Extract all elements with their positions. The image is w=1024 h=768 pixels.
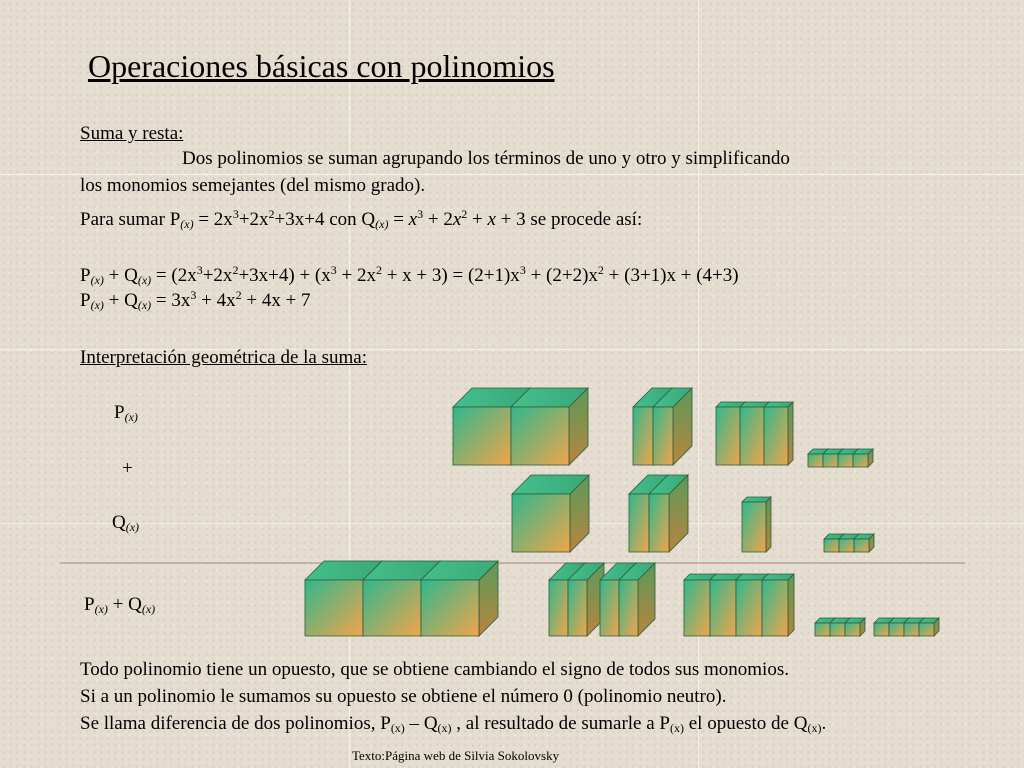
intro-line-1: Dos polinomios se suman agrupando los términos de uno y otro y simplificando (182, 148, 790, 169)
x-squared-block-front (633, 407, 653, 465)
x-rod-block-front (710, 580, 736, 636)
unit-block-front (904, 623, 919, 636)
x-rod-block-side (788, 402, 793, 465)
label-plus: + (122, 458, 133, 479)
closing-line-2: Si a un polinomio le sumamos su opuesto se obtiene el número 0 (polinomio neutro). (80, 686, 727, 707)
x-rod-block-side (766, 497, 771, 552)
unit-block-front (889, 623, 904, 636)
x-rod-block-front (742, 502, 766, 552)
x-squared-block-front (619, 580, 638, 636)
x-squared-block-front (549, 580, 568, 636)
intro-line-2: los monomios semejantes (del mismo grado). (80, 175, 426, 196)
x-rod-block-top (742, 497, 771, 502)
x-squared-block-front (600, 580, 619, 636)
unit-block-front (839, 539, 854, 552)
unit-block-front (830, 623, 845, 636)
x-rod-block-front (740, 407, 764, 465)
x-squared-block-front (629, 494, 649, 552)
x-squared-block-front (653, 407, 673, 465)
equation-sum-result: $P_{(x)} + Q_{(x)} = 3x^3 + 4x^2 + 4x + 7$ (80, 288, 311, 312)
unit-block-front (874, 623, 889, 636)
x-rod-block-top (762, 574, 794, 580)
x-cube-block-front (512, 494, 570, 552)
unit-block-front (823, 454, 838, 467)
unit-block-front (808, 454, 823, 467)
x-cube-block-front (363, 580, 421, 636)
suma-heading: Suma y resta: (80, 123, 184, 144)
x-rod-block-front (762, 580, 788, 636)
equation-sum-expanded: $P_{(x)} + Q_{(x)} = (2x^3+2x^2+3x+4) + (x^3 + 2x^2 + x + 3) = (2+1)x^3 + (2+2)x^2 + (3+1)x + (4+3)$ (80, 263, 739, 287)
x-rod-block-front (684, 580, 710, 636)
x-cube-block-front (453, 407, 511, 465)
para-sumar-line: Para sumar $P_{(x)} = 2x^3+2x^2+3x+4$ con $Q_{(x)} = x^3 + 2x^2 + x + 3$ se procede así: (80, 207, 643, 231)
geometric-heading: Interpretación geométrica de la suma: (80, 347, 367, 368)
unit-block-front (838, 454, 853, 467)
unit-block-front (815, 623, 830, 636)
closing-line-3: Se llama diferencia de dos polinomios, $P_{(x)} - Q_{(x)}$ , al resultado de sumarle a $P_{(x)}$ el opuesto de $Q_{(x)}$. (80, 713, 827, 735)
x-cube-block-front (511, 407, 569, 465)
x-rod-block-side (788, 574, 794, 636)
x-rod-block-top (764, 402, 793, 407)
x-squared-block-front (649, 494, 669, 552)
unit-block-front (854, 539, 869, 552)
unit-block-front (845, 623, 860, 636)
x-squared-block-front (568, 580, 587, 636)
unit-block-front (919, 623, 934, 636)
x-cube-block-front (305, 580, 363, 636)
unit-block-front (853, 454, 868, 467)
x-rod-block-front (764, 407, 788, 465)
x-rod-block-front (736, 580, 762, 636)
x-cube-block-front (421, 580, 479, 636)
label-q: $Q_{(x)}$ (112, 512, 140, 534)
unit-block-front (824, 539, 839, 552)
label-p: $P_{(x)}$ (114, 402, 138, 424)
footer-credit: Texto:Página web de Silvia Sokolovsky (352, 748, 560, 763)
x-rod-block-front (716, 407, 740, 465)
closing-line-1: Todo polinomio tiene un opuesto, que se obtiene cambiando el signo de todos sus monomios. (80, 659, 789, 680)
page-title: Operaciones básicas con polinomios (88, 48, 555, 84)
label-p-plus-q: $P_{(x)} + Q_{(x)}$ (84, 594, 156, 616)
